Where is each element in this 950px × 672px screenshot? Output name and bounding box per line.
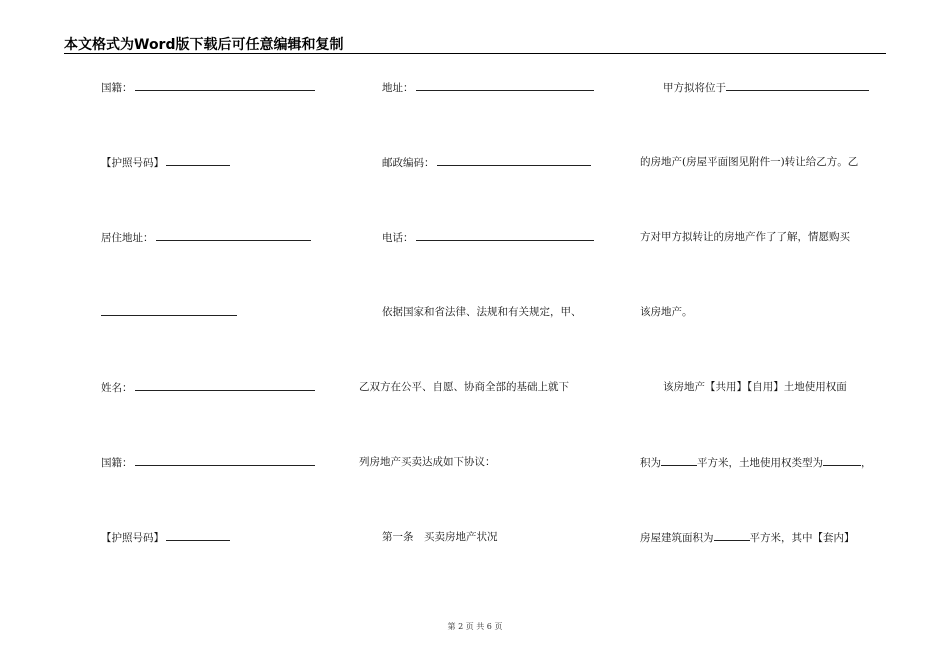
agreement-text-1: 依据国家和省法律、法规和有关规定，甲、 xyxy=(382,306,582,318)
residence-label: 居住地址： xyxy=(101,232,154,244)
nationality-label-2: 国籍： xyxy=(101,457,133,469)
postcode-blank xyxy=(437,155,591,166)
land-type-comma: ， xyxy=(861,457,872,469)
passport-blank-2 xyxy=(166,530,230,541)
land-area-label: 积为 xyxy=(640,457,661,469)
land-type-label: 平方米，土地使用权类型为 xyxy=(697,457,823,469)
land-area-line xyxy=(640,455,872,469)
transfer-text-3: 该房地产。 xyxy=(640,306,693,318)
name-label: 姓名： xyxy=(101,382,133,394)
postcode-line xyxy=(382,155,591,169)
building-area-blank xyxy=(714,530,750,541)
passport-line xyxy=(101,155,230,169)
property-location-line xyxy=(663,80,869,94)
building-area-label: 房屋建筑面积为 xyxy=(640,532,714,544)
page-number: 第 2 页 共 6 页 xyxy=(447,622,503,631)
address-label: 地址： xyxy=(382,82,414,94)
nationality-line-2 xyxy=(101,455,315,469)
transfer-text-2: 方对甲方拟转让的房地产作了了解，情愿购买 xyxy=(640,231,850,243)
nationality-label: 国籍： xyxy=(101,82,133,94)
residence-continued-line xyxy=(101,305,237,319)
nationality-blank xyxy=(135,80,315,91)
address-line xyxy=(382,80,594,94)
residence-blank xyxy=(156,230,311,241)
name-line xyxy=(101,380,315,394)
land-type-blank xyxy=(823,455,861,466)
property-location-blank xyxy=(726,80,869,91)
phone-label: 电话： xyxy=(382,232,414,244)
name-blank xyxy=(135,380,315,391)
passport-line-2 xyxy=(101,530,230,544)
passport-label: 【护照号码】 xyxy=(101,157,164,169)
agreement-text-2: 乙双方在公平、自愿、协商全部的基础上就下 xyxy=(359,381,569,393)
land-area-blank xyxy=(661,455,697,466)
building-area-suffix: 平方米，其中【套内】 xyxy=(749,532,855,544)
header-rule xyxy=(64,53,886,54)
article-one-heading: 第一条 买卖房地产状况 xyxy=(382,531,498,543)
transfer-text-1: 的房地产(房屋平面图见附件一)转让给乙方。乙 xyxy=(640,156,859,168)
nationality-line xyxy=(101,80,315,94)
property-location-label: 甲方拟将位于 xyxy=(663,82,726,94)
residence-continued-blank xyxy=(101,305,237,316)
agreement-text-3: 列房地产买卖达成如下协议： xyxy=(359,456,496,468)
passport-label-2: 【护照号码】 xyxy=(101,532,164,544)
postcode-label: 邮政编码： xyxy=(382,157,435,169)
building-area-line xyxy=(640,530,855,544)
document-header: 本文格式为Word版下载后可任意编辑和复制 xyxy=(64,37,344,53)
phone-blank xyxy=(416,230,594,241)
nationality-blank-2 xyxy=(135,455,315,466)
address-blank xyxy=(416,80,594,91)
passport-blank xyxy=(166,155,230,166)
residence-line xyxy=(101,230,311,244)
phone-line xyxy=(382,230,594,244)
land-use-text: 该房地产【共用】【自用】土地使用权面 xyxy=(663,381,847,393)
